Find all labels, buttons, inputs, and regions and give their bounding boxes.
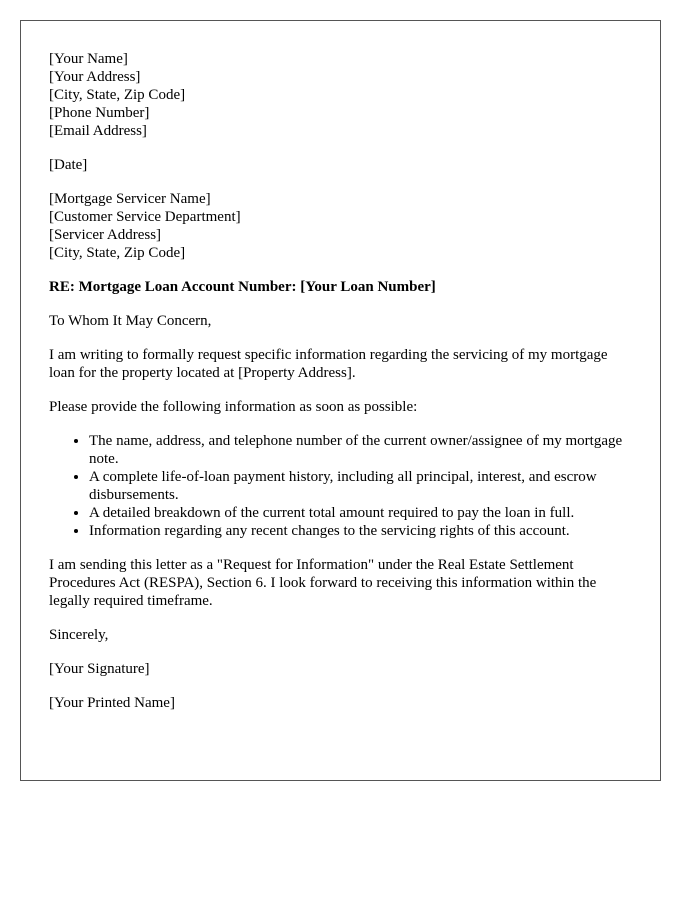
request-item: • A detailed breakdown of the current total amount required to pay the loan in full. bbox=[89, 504, 632, 522]
sender-address: [Your Address] bbox=[49, 69, 141, 85]
signature: [Your Signature] bbox=[49, 661, 150, 677]
letter-date: [Date] bbox=[49, 157, 88, 173]
intro-paragraph: I am writing to formally request specific information regarding the servicing of my mortgage loan for the property located at [Property Address]. bbox=[49, 347, 608, 381]
closing-paragraph: I am sending this letter as a "Request for Information" under the Real Estate Settlement Procedures Act (RESPA), Section 6. I look forward to receiving this information within the legally required timeframe. bbox=[49, 557, 597, 609]
recipient-department: [Customer Service Department] bbox=[49, 209, 241, 225]
recipient-block bbox=[49, 190, 632, 262]
recipient-address: [Servicer Address] bbox=[49, 227, 162, 243]
sender-name: [Your Name] bbox=[49, 51, 128, 67]
sender-email: [Email Address] bbox=[49, 123, 147, 139]
recipient-city-state-zip: [City, State, Zip Code] bbox=[49, 245, 186, 261]
request-item: • The name, address, and telephone number of the current owner/assignee of my mortgage note. bbox=[89, 432, 632, 468]
printed-name: [Your Printed Name] bbox=[49, 695, 175, 711]
letter-page bbox=[20, 20, 661, 781]
recipient-name: [Mortgage Servicer Name] bbox=[49, 191, 211, 207]
sender-block bbox=[49, 50, 632, 140]
salutation: To Whom It May Concern, bbox=[49, 313, 212, 329]
request-lead: Please provide the following information as soon as possible: bbox=[49, 399, 418, 415]
sender-phone: [Phone Number] bbox=[49, 105, 150, 121]
sender-city-state-zip: [City, State, Zip Code] bbox=[49, 87, 186, 103]
request-list bbox=[49, 432, 632, 540]
request-item: • Information regarding any recent changes to the servicing rights of this account. bbox=[89, 522, 632, 540]
request-item: • A complete life-of-loan payment history, including all principal, interest, and escrow disbursements. bbox=[89, 468, 632, 504]
date-line bbox=[49, 156, 632, 174]
subject-line: RE: Mortgage Loan Account Number: [Your Loan Number] bbox=[49, 279, 436, 295]
signoff: Sincerely, bbox=[49, 627, 109, 643]
